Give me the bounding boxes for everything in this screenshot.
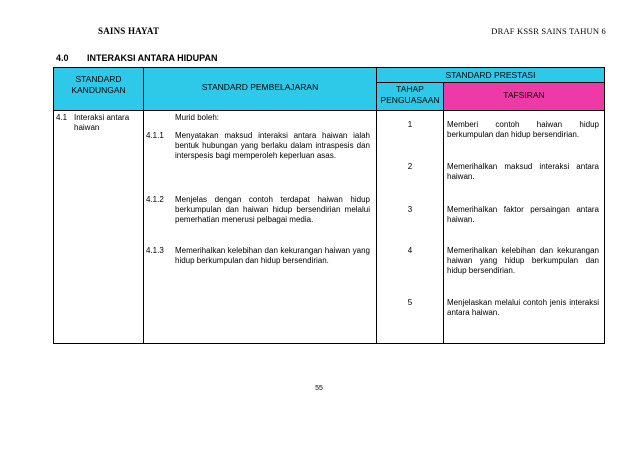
document-header-draft: DRAF KSSR SAINS TAHUN 6 (491, 26, 606, 36)
col-divider-3 (443, 82, 444, 343)
tahap-4: 4 (407, 246, 413, 255)
pembelajaran-intro: Murid boleh: (175, 113, 220, 122)
tahap-1: 1 (407, 120, 413, 129)
document-header-subject: SAINS HAYAT (98, 26, 160, 36)
pembelajaran-code-2: 4.1.2 (146, 195, 164, 204)
tahap-2: 2 (407, 162, 413, 171)
kandungan-code: 4.1 (56, 113, 68, 122)
tafsiran-1: Memberi contoh haiwan hidup berkumpulan dan hidup bersendirian. (447, 120, 599, 140)
header-standard-pembelajaran: STANDARD PEMBELAJARAN (201, 82, 319, 92)
page-number: 55 (315, 385, 323, 392)
tafsiran-2: Memerihalkan maksud interaksi antara haiwan. (447, 162, 599, 182)
pembelajaran-text-1: Menyatakan maksud interaksi antara haiwan ialah bentuk hubungan yang berlaku dalam intraspesis dan interspesis bagi memperoleh keperluan asas. (175, 131, 370, 161)
header-standard-prestasi: STANDARD PRESTASI (445, 70, 536, 80)
header-standard-kandungan: STANDARD KANDUNGAN (71, 74, 126, 95)
tafsiran-3: Memerihalkan faktor persaingan antara haiwan. (447, 205, 599, 225)
pembelajaran-text-2: Menjelas dengan contoh terdapat haiwan hidup berkumpulan dan haiwan hidup bersendirian melalui pemerhatian menerusi pelbagai media. (175, 195, 370, 225)
section-title: INTERAKSI ANTARA HIDUPAN (87, 53, 218, 63)
tafsiran-5: Menjelaskan melalui contoh jenis interaksi antara haiwan. (447, 298, 599, 318)
section-number: 4.0 (56, 53, 69, 63)
header-tafsiran: TAFSIRAN (503, 90, 545, 100)
curriculum-table (53, 67, 605, 344)
tahap-5: 5 (407, 298, 413, 307)
header-bottom-line (54, 110, 604, 111)
tahap-3: 3 (407, 205, 413, 214)
prestasi-subheader-line (376, 82, 604, 83)
pembelajaran-code-1: 4.1.1 (146, 131, 164, 140)
pembelajaran-code-3: 4.1.3 (146, 246, 164, 255)
header-tahap-penguasaan: TAHAP PENGUASAAN (380, 84, 440, 105)
pembelajaran-text-3: Memerihalkan kelebihan dan kekurangan haiwan yang hidup berkumpulan dan hidup bersendirian. (175, 246, 370, 266)
kandungan-text: Interaksi antara haiwan (74, 113, 130, 133)
tafsiran-4: Memerihalkan kelebihan dan kekurangan haiwan yang hidup berkumpulan dan hidup bersendirian. (447, 246, 599, 276)
